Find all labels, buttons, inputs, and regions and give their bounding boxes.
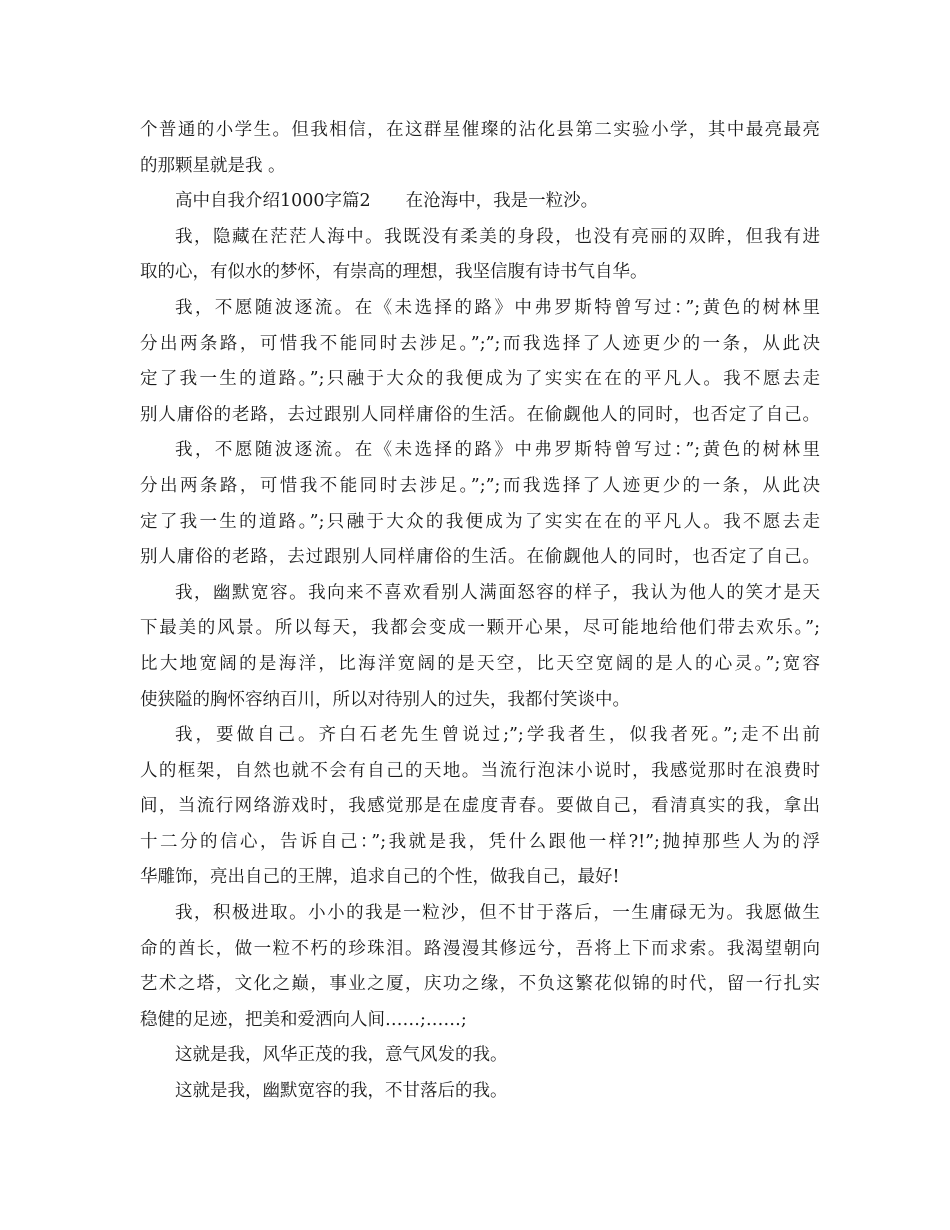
text-line: 的那颗星就是我 。 [140,155,286,176]
text-line: 我，不愿随波逐流。在《未选择的路》中弗罗斯特曾写过：”;黄色的树林里 [175,297,820,318]
text-line: 命的酋长，做一粒不朽的珍珠泪。路漫漫其修远兮，吾将上下而求索。我渴望朝向 [140,938,820,959]
text-line: 华雕饰，亮出自己的王牌，追求自己的个性，做我自己，最好! [140,867,620,888]
text-line: 我，积极进取。小小的我是一粒沙，但不甘于落后，一生庸碌无为。我愿做生 [175,903,820,924]
text-line: 分出两条路，可惜我不能同时去涉足。”;”;而我选择了人迹更少的一条，从此决 [140,333,820,354]
text-line: 分出两条路，可惜我不能同时去涉足。”;”;而我选择了人迹更少的一条，从此决 [140,475,820,496]
text-line: 我，不愿随波逐流。在《未选择的路》中弗罗斯特曾写过：”;黄色的树林里 [175,440,820,461]
text-line: 这就是我，风华正茂的我，意气风发的我。 [175,1045,508,1066]
text-line: 定了我一生的道路。”;只融于大众的我便成为了实实在在的平凡人。我不愿去走 [140,369,820,390]
text-line: 艺术之塔，文化之巅，事业之厦，庆功之缘，不负这繁花似锦的时代，留一行扎实 [140,974,820,995]
text-line: 别人庸俗的老路，去过跟别人同样庸俗的生活。在偷觑他人的同时，也否定了自己。 [140,547,820,568]
text-line: 下最美的风景。所以每天，我都会变成一颗开心果，尽可能地给他们带去欢乐。”; [140,618,820,639]
document-body [140,113,820,1110]
text-line: 使狭隘的胸怀容纳百川，所以对待别人的过失，我都付笑谈中。 [140,689,630,710]
text-line: 取的心，有似水的梦怀，有崇高的理想，我坚信腹有诗书气自华。 [140,262,648,283]
text-line: 我，幽默宽容。我向来不喜欢看别人满面怒容的样子，我认为他人的笑才是天 [175,582,820,603]
section-heading-line: 高中自我介绍1000字篇2 在沧海中，我是一粒沙。 [175,191,599,212]
text-line: 定了我一生的道路。”;只融于大众的我便成为了实实在在的平凡人。我不愿去走 [140,511,820,532]
text-line: 比大地宽阔的是海洋，比海洋宽阔的是天空，比天空宽阔的是人的心灵。”;宽容 [140,653,820,674]
text-line: 这就是我，幽默宽容的我，不甘落后的我。 [175,1081,508,1102]
text-line: 个普通的小学生。但我相信，在这群星催璨的沾化县第二实验小学，其中最亮最亮 [140,120,820,140]
text-line: 十二分的信心，告诉自己：”;我就是我，凭什么跟他一样?!”;抛掉那些人为的浮 [140,831,820,852]
text-line: 我，要做自己。齐白石老先生曾说过;”;学我者生，似我者死。”;走不出前 [175,725,820,746]
text-line: 间，当流行网络游戏时，我感觉那是在虚度青春。要做自己，看清真实的我，拿出 [140,796,820,817]
text-line: 我，隐藏在茫茫人海中。我既没有柔美的身段，也没有亮丽的双眸，但我有进 [175,226,820,247]
text-line: 人的框架，自然也就不会有自己的天地。当流行泡沫小说时，我感觉那时在浪费时 [140,760,820,781]
text-line: 稳健的足迹，把美和爱洒向人间……;……; [140,1009,467,1030]
text-line: 别人庸俗的老路，去过跟别人同样庸俗的生活。在偷觑他人的同时，也否定了自己。 [140,404,820,425]
